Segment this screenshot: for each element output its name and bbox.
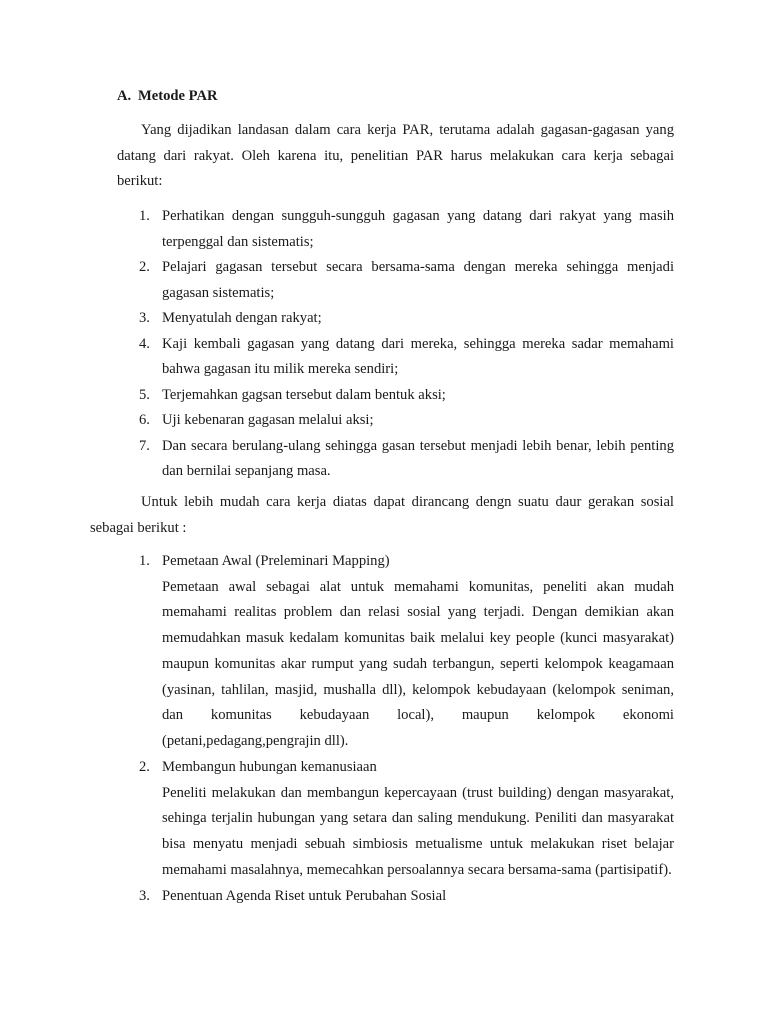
list-item-number: 5. — [139, 386, 150, 403]
intro-paragraph: Yang dijadikan landasan dalam cara kerja PAR, terutama adalah gagasan-gagasan yang datang dari rakyat. Oleh karena itu, penelitian PAR harus melakukan cara kerja sebagai berikut: — [117, 122, 674, 189]
section-title: Metode PAR — [138, 88, 218, 104]
list-item — [117, 549, 674, 755]
list-item-number: 6. — [139, 412, 150, 428]
list-item-number: 3. — [139, 887, 150, 904]
cycle-intro-paragraph: Untuk lebih mudah cara kerja diatas dapat dirancang dengn suatu daur gerakan sosial sebagai berikut : — [90, 494, 674, 536]
list-item-number: 2. — [139, 759, 150, 776]
section-heading — [117, 86, 218, 106]
list-item-number: 2. — [139, 259, 150, 275]
steps-list — [117, 204, 674, 485]
list-item-text: Menyatulah dengan rakyat; — [162, 310, 322, 326]
list-item-number: 7. — [139, 437, 150, 454]
list-item-number: 4. — [139, 335, 150, 352]
list-item — [117, 884, 674, 910]
list-item — [117, 204, 674, 255]
list-item-text: Uji kebenaran gagasan melalui aksi; — [162, 412, 374, 428]
list-item — [117, 255, 674, 306]
list-item — [117, 434, 674, 485]
cycle-item-title: Pemetaan Awal (Preleminari Mapping) — [162, 553, 390, 569]
list-item — [117, 332, 674, 383]
list-item-text: Pelajari gagasan tersebut secara bersama-sama dengan mereka sehingga menjadi gagasan sistematis; — [162, 259, 674, 301]
list-item-text: Terjemahkan gagsan tersebut dalam bentuk aksi; — [162, 386, 446, 403]
list-item-text: Perhatikan dengan sungguh-sungguh gagasan yang datang dari rakyat yang masih terpenggal dan sistematis; — [162, 208, 674, 250]
section-number: A. — [117, 88, 132, 104]
cycle-item-body: Pemetaan awal sebagai alat untuk memahami komunitas, peneliti akan mudah memahami realitas problem dan relasi sosial yang terjadi. Dengan demikian akan memudahkan masuk kedalam komunitas baik melalui key people (kunci masyarakat) maupun komunitas akar rumput yang sudah terbangun, seperti kelompok keagamaan (yasinan, tahlilan, masjid, mushalla dll), kelompok kebudayaan (kelompok seniman, dan komunitas kebudayaan local), maupun kelompok ekonomi (petani,pedagang,pengrajin dll). — [162, 578, 674, 750]
list-item — [117, 306, 674, 332]
cycle-item-body: Peneliti melakukan dan membangun kepercayaan (trust building) dengan masyarakat, sehinga terjalin hubungan yang setara dan saling mendukung. Peniliti dan masyarakat bisa menyatu menjadi sebuah simbiosis metualisme untuk melakukan riset belajar memahami masalahnya, memecahkan persoalannya secara bersama-sama (partisipatif). — [162, 784, 674, 878]
list-item — [117, 408, 674, 434]
cycle-item-title: Penentuan Agenda Riset untuk Perubahan Sosial — [162, 887, 447, 904]
list-item — [117, 755, 674, 884]
list-item-number: 3. — [139, 310, 150, 326]
list-item-number: 1. — [139, 208, 150, 224]
list-item-text: Kaji kembali gagasan yang datang dari mereka, sehingga mereka sadar memahami bahwa gagasan itu milik mereka sendiri; — [162, 335, 674, 377]
list-item-text: Dan secara berulang-ulang sehingga gasan tersebut menjadi lebih benar, lebih penting dan bernilai sepanjang masa. — [162, 437, 674, 479]
list-item-number: 1. — [139, 553, 150, 569]
cycle-item-title: Membangun hubungan kemanusiaan — [162, 759, 377, 776]
cycle-list — [117, 549, 674, 909]
list-item — [117, 383, 674, 409]
